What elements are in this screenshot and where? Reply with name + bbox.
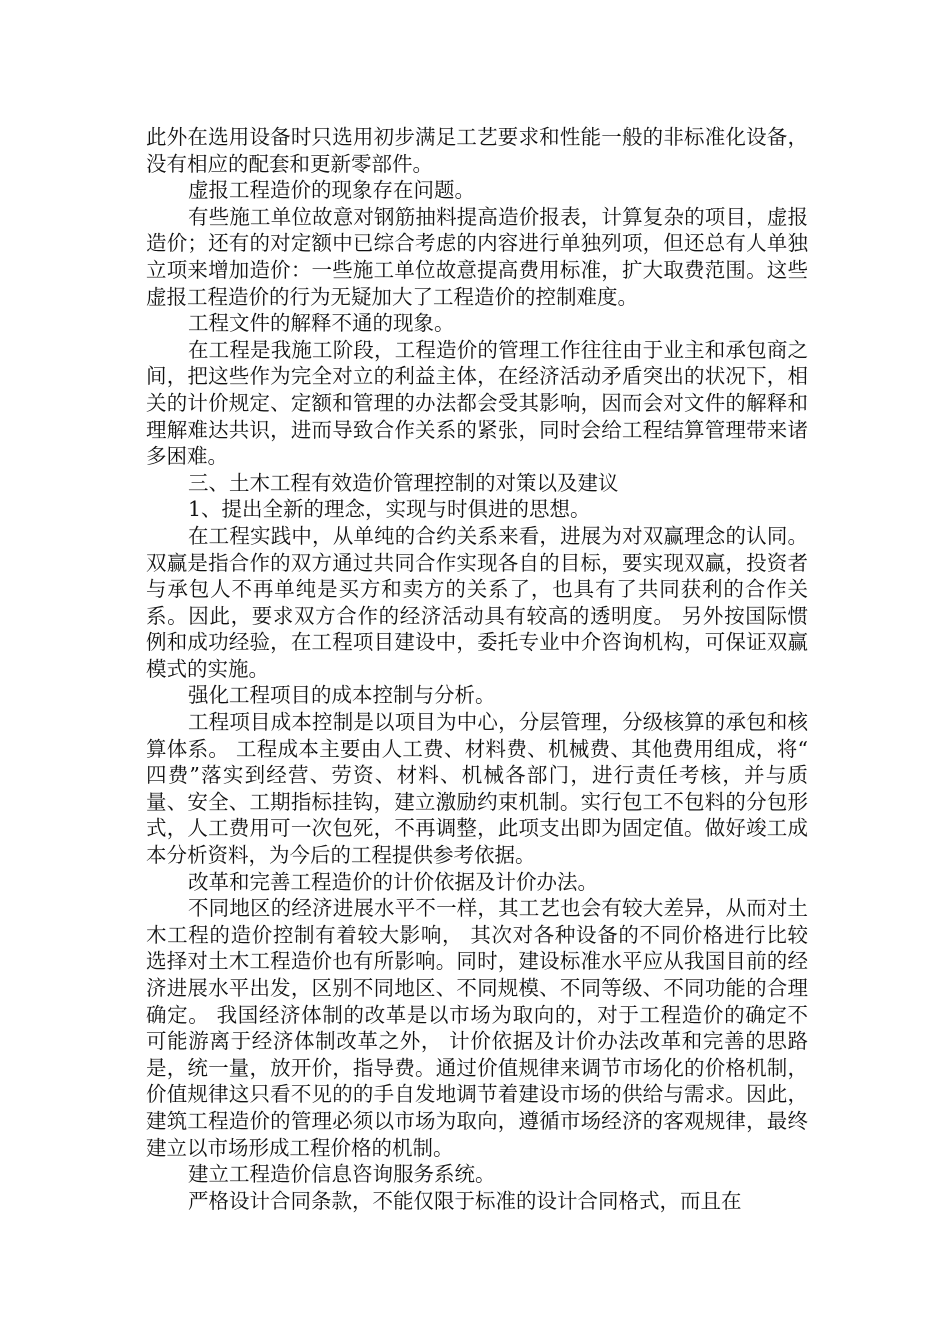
paragraph: 工程项目成本控制是以项目为中心，分层管理，分级核算的承包和核算体系。 工程成本主要由人工费、材料费、机械费、其他费用组成，将“ 四费”落实到经营、劳资、材料、机械各部门，进行责任考核，并与质量、安全、工期指标挂钩，建立激励约束机制。实行包工不包料的分包形式，人工费用可一次包死，不再调整，此项支出即为固定值。做好竣工成本分析资料，为今后的工程提供参考依据。 (146, 710, 808, 868)
section-heading: 三、土木工程有效造价管理控制的对策以及建议 (188, 470, 619, 495)
paragraph: 工程文件的解释不通的现象。 (188, 311, 455, 336)
paragraph: 在工程实践中，从单纯的合约关系来看，进展为对双赢理念的认同。双赢是指合作的双方通过共同合作实现各自的目标，要实现双赢，投资者与承包人不再单纯是买方和卖方的关系了，也具有了共同获利的合作关系。因此，要求双方合作的经济活动具有较高的透明度。 另外按国际惯例和成功经验，在工程项目建设中，委托专业中介咨询机构，可保证双赢模式的实施。 (146, 523, 808, 681)
paragraph: 强化工程项目的成本控制与分析。 (188, 683, 496, 708)
paragraph: 不同地区的经济进展水平不一样，其工艺也会有较大差异，从而对土木工程的造价控制有着较大影响， 其次对各种设备的不同价格进行比较选择对土木工程造价也有所影响。同时，建设标准水平应从我国目前的经济进展水平出发，区别不同地区、不同规模、不同等级、不同功能的合理确定。 我国经济体制的改革是以市场为取向的，对于工程造价的确定不可能游离于经济体制改革之外， 计价依据及计价办法改革和完善的思路是，统一量，放开价，指导费。通过价值规律来调节市场化的价格机制，价值规律这只看不见的的手自发地调节着建设市场的供给与需求。因此，建筑工程造价的管理必须以市场为取向，遵循市场经济的客观规律，最终建立以市场形成工程价格的机制。 (146, 896, 808, 1160)
paragraph: 此外在选用设备时只选用初步满足工艺要求和性能一般的非标准化设备，没有相应的配套和更新零部件。 (146, 125, 808, 176)
document-body (146, 124, 808, 1214)
paragraph: 虚报工程造价的现象存在问题。 (188, 178, 475, 203)
paragraph: 有些施工单位故意对钢筋抽料提高造价报表，计算复杂的项目，虚报造价；还有的对定额中已综合考虑的内容进行单独列项，但还总有人单独立项来增加造价：一些施工单位故意提高费用标准，扩大取费范围。这些虚报工程造价的行为无疑加大了工程造价的控制难度。 (146, 204, 808, 309)
subsection-heading: 1、提出全新的理念，实现与时俱进的思想。 (188, 497, 591, 522)
paragraph: 严格设计合同条款，不能仅限于标准的设计合同格式，而且在 (188, 1188, 742, 1213)
paragraph: 建立工程造价信息咨询服务系统。 (188, 1162, 496, 1187)
paragraph: 改革和完善工程造价的计价依据及计价办法。 (188, 869, 598, 894)
paragraph: 在工程是我施工阶段，工程造价的管理工作往往由于业主和承包商之间，把这些作为完全对立的利益主体，在经济活动矛盾突出的状况下，相关的计价规定、定额和管理的办法都会受其影响，因而会对文件的解释和理解难达共识，进而导致合作关系的紧张，同时会给工程结算管理带来诸多困难。 (146, 337, 808, 469)
